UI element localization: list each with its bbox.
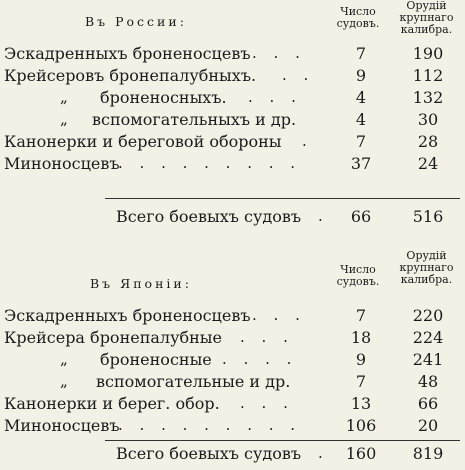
row-guns: 132 [412,88,444,107]
japan-header [0,249,465,304]
row-count: 7 [355,372,367,391]
row-guns: 241 [412,350,444,369]
row-dots: . . . [252,306,306,324]
row-guns: 190 [412,44,444,63]
row-label: Крейсера бронепалубные [4,328,222,347]
japan-total-dots: . [318,444,329,462]
row-label: Эскадренныхъ броненосцевъ [4,306,251,325]
table-row [0,370,465,392]
russia-total-count: 66 [350,207,372,226]
row-count: 7 [355,132,367,151]
row-dots: . . . [240,394,294,412]
japan-col-count: Число судовъ. [336,263,380,288]
row-guns: 24 [417,154,439,173]
japan-section [0,249,465,463]
row-guns: 28 [417,132,439,151]
row-guns: 66 [417,394,439,413]
row-count: 18 [350,328,372,347]
table-row [0,64,465,86]
russia-total-dots: . [318,207,329,225]
russia-rows [0,42,465,174]
row-dots: . . . . [222,350,298,368]
row-label: Канонерки и береговой обороны [4,132,282,151]
row-dots: . . . . . . . . . [118,416,302,434]
total-rule [105,440,460,441]
row-guns: 20 [417,416,439,435]
row-guns: 224 [412,328,444,347]
table-row [0,42,465,64]
row-count: 7 [355,306,367,325]
row-label: Крейсеровъ бронепалубныхъ. [4,66,257,85]
row-dots: . [302,132,313,150]
row-guns: 112 [412,66,444,85]
row-label: броненосныхъ. [100,88,227,107]
japan-col-guns: Орудiй крупнаго калибра. [399,249,454,286]
row-ditto: „ [60,110,68,128]
row-label: вспомогательные и др. [96,372,291,391]
japan-total-count: 160 [345,444,377,463]
russia-col-count: Число судовъ. [336,5,380,30]
row-ditto: „ [60,372,68,390]
table-row [0,130,465,152]
table-row [0,304,465,326]
row-dots: . . . [252,44,306,62]
russia-title: Въ России: [85,14,187,29]
table-row [0,152,465,174]
row-guns: 220 [412,306,444,325]
japan-total-label: Всего боевыхъ судовъ [116,444,302,463]
row-count: 37 [350,154,372,173]
row-count: 13 [350,394,372,413]
japan-total-guns: 819 [412,444,444,463]
row-dots: . . . [248,88,302,106]
row-label: Канонерки и берег. обор. [4,394,220,413]
table-row [0,392,465,414]
russia-section [0,0,465,226]
table-row [0,108,465,130]
row-guns: 48 [417,372,439,391]
table-row [0,86,465,108]
table-row [0,326,465,348]
row-count: 4 [355,88,367,107]
russia-total-guns: 516 [412,207,444,226]
row-ditto: „ [60,88,68,106]
row-guns: 30 [417,110,439,129]
row-label: Эскадренныхъ броненосцевъ [4,44,251,63]
russia-col-guns: Орудiй крупнаго калибра. [399,0,454,36]
row-count: 9 [355,66,367,85]
row-count: 7 [355,44,367,63]
table-row [0,348,465,370]
row-count: 106 [345,416,377,435]
row-label: Миноносцевъ [4,416,120,435]
table-row [0,414,465,436]
row-dots: . . . [240,328,294,346]
row-ditto: „ [60,350,68,368]
row-label: броненосные [100,350,212,369]
total-rule [105,198,460,199]
row-label: вспомогательныхъ и др. [92,110,297,129]
japan-title: Въ Японiи: [90,276,192,291]
russia-header [0,0,465,42]
russia-total-label: Всего боевыхъ судовъ [116,207,302,226]
row-count: 4 [355,110,367,129]
row-dots: . . . . . . . . . [118,154,302,172]
row-count: 9 [355,350,367,369]
japan-rows [0,304,465,436]
row-label: Миноносцевъ [4,154,120,173]
row-dots: . . [282,66,315,84]
